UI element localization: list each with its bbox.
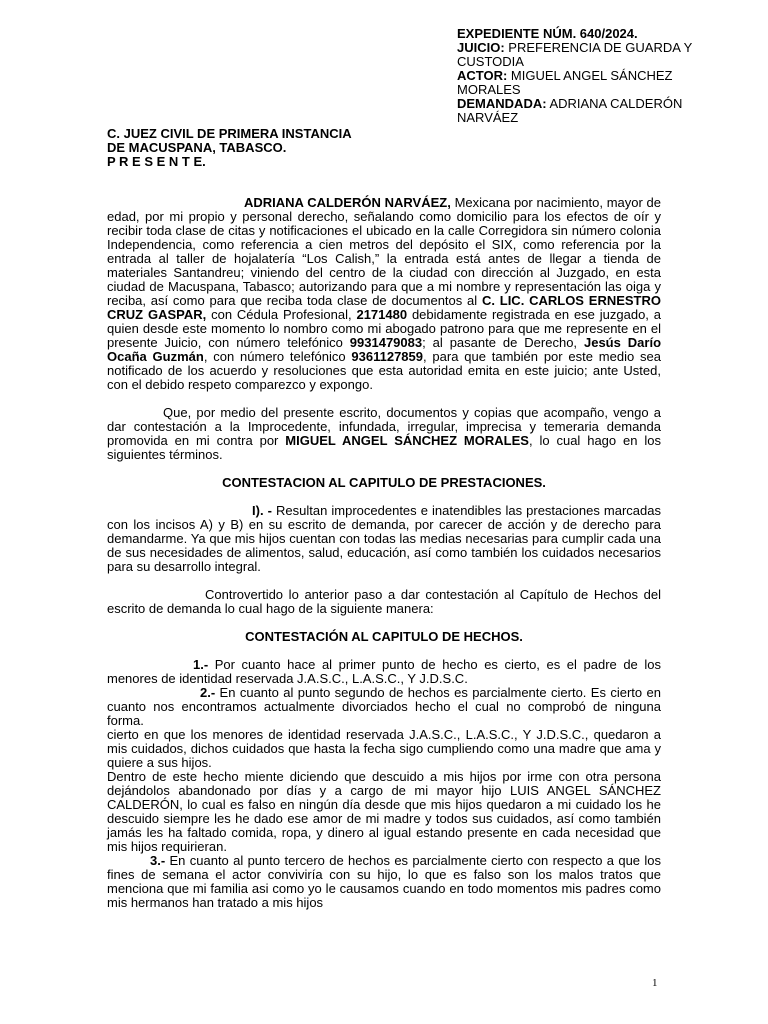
response-paragraph: Que, por medio del presente escrito, documentos y copias que acompaño, vengo a dar contestación a la Improcedente, infundada, irregular, imprecisa y temeraria demanda promovida en mi contra por MIGUEL ANGEL SÁNCHEZ MORALES, lo cual hago en los siguientes términos. [107,405,662,462]
prestaciones-paragraph: I). - Resultan improcedentes e inatendibles las prestaciones marcadas con los incisos A) y B) en su escrito de demanda, por carecer de acción y de derecho para demandarme. Ya que mis hijos cuentan con todas las medias necesarias para cumplir cada una de sus necesidades de alimentos, salud, educación, así como también los cuidados necesarios para su desarrollo integral. [107,503,661,574]
trial-type: JUICIO: PREFERENCIA DE GUARDA Y CUSTODIA [457,40,693,69]
addressee-line-3: P R E S E N T E. [107,154,206,169]
defendant: DEMANDADA: ADRIANA CALDERÓN NARVÁEZ [457,96,683,125]
fact-2: 2.- En cuanto al punto segundo de hechos es parcialmente cierto. Es cierto en cuanto nos encontramos actualmente divorciados hecho el cual no comprobó de ninguna forma. [107,685,661,728]
addressee [107,127,437,169]
fact-2-continued: cierto en que los menores de identidad reservada J.A.S.C., L.A.S.C., Y J.D.S.C., quedaron a mis cuidados, dichos cuidados que hasta la fecha sigo cumpliendo como una madre que ama y quiere a sus hijos. [107,727,661,770]
heading-hechos: CONTESTACIÓN AL CAPITULO DE HECHOS. [245,629,523,644]
case-header [457,27,727,125]
plaintiff: ACTOR: MIGUEL ANGEL SÁNCHEZ MORALES [457,68,673,97]
fact-2-rebuttal: Dentro de este hecho miente diciendo que descuido a mis hijos por irme con otra persona dejándolos abandonado por días y a cargo de mi mayor hijo LUIS ANGEL SÁNCHEZ CALDERÓN, lo cual es falso en ningún día desde que mis hijos quedaron a mi cuidado los he descuido siempre les he dado ese amor de mi madre y todos sus cuidados, así como también jamás les ha faltado comida, ropa, y dinero al igual estando presente en cada necesidad que mis hijos requirieran. [107,769,661,854]
fact-3: 3.- En cuanto al punto tercero de hechos es parcialmente cierto con respecto a que los fines de semana el actor conviviría con su hijo, lo que es falso son los malos tratos que menciona que mi familia asi como yo le causamos cuando en todo momentos mis padres como mis hermanos han tratado a mis hijos [107,853,661,910]
addressee-line-1: C. JUEZ CIVIL DE PRIMERA INSTANCIA [107,126,352,141]
transition-paragraph: Controvertido lo anterior paso a dar contestación al Capítulo de Hechos del escrito de demanda lo cual hago de la siguiente manera: [107,587,661,616]
intro-paragraph: ADRIANA CALDERÓN NARVÁEZ, Mexicana por nacimiento, mayor de edad, por mi propio y personal derecho, señalando como domicilio para los efectos de oír y recibir toda clase de citas y notificaciones el ubicado en la calle Corregidora sin número colonia Independencia, como referencia a cien metros del depósito el SIX, como referencia por la entrada al taller de hojalatería “Los Calish,” la entrada está antes de llegar a tienda de materiales Santandreu; viniendo del centro de la ciudad con dirección al Juzgado, en esta ciudad de Macuspana, Tabasco; autorizando para que a mi nombre y representación las oiga y reciba, así como para que reciba toda clase de documentos al C. LIC. CARLOS ERNESTRO CRUZ GASPAR, con Cédula Profesional, 2171480 debidamente registrada en ese juzgado, a quien desde este momento lo nombro como mi abogado patrono para que me represente en el presente Juicio, con número telefónico 9931479083; al pasante de Derecho, Jesús Darío Ocaña Guzmán, con número telefónico 9361127859, para que también por este medio sea notificado de los acuerdo y resoluciones que esta autoridad emita en este juicio; ante Usted, con el debido respeto comparezco y expongo. [107,195,662,392]
case-number: EXPEDIENTE NÚM. 640/2024. [457,26,638,41]
page-number: 1 [652,977,658,989]
heading-prestaciones: CONTESTACION AL CAPITULO DE PRESTACIONES. [222,475,546,490]
fact-1: 1.- Por cuanto hace al primer punto de hecho es cierto, es el padre de los menores de identidad reservada J.A.S.C., L.A.S.C., Y J.D.S.C. [107,657,661,686]
document-body [107,196,661,910]
addressee-line-2: DE MACUSPANA, TABASCO. [107,140,287,155]
